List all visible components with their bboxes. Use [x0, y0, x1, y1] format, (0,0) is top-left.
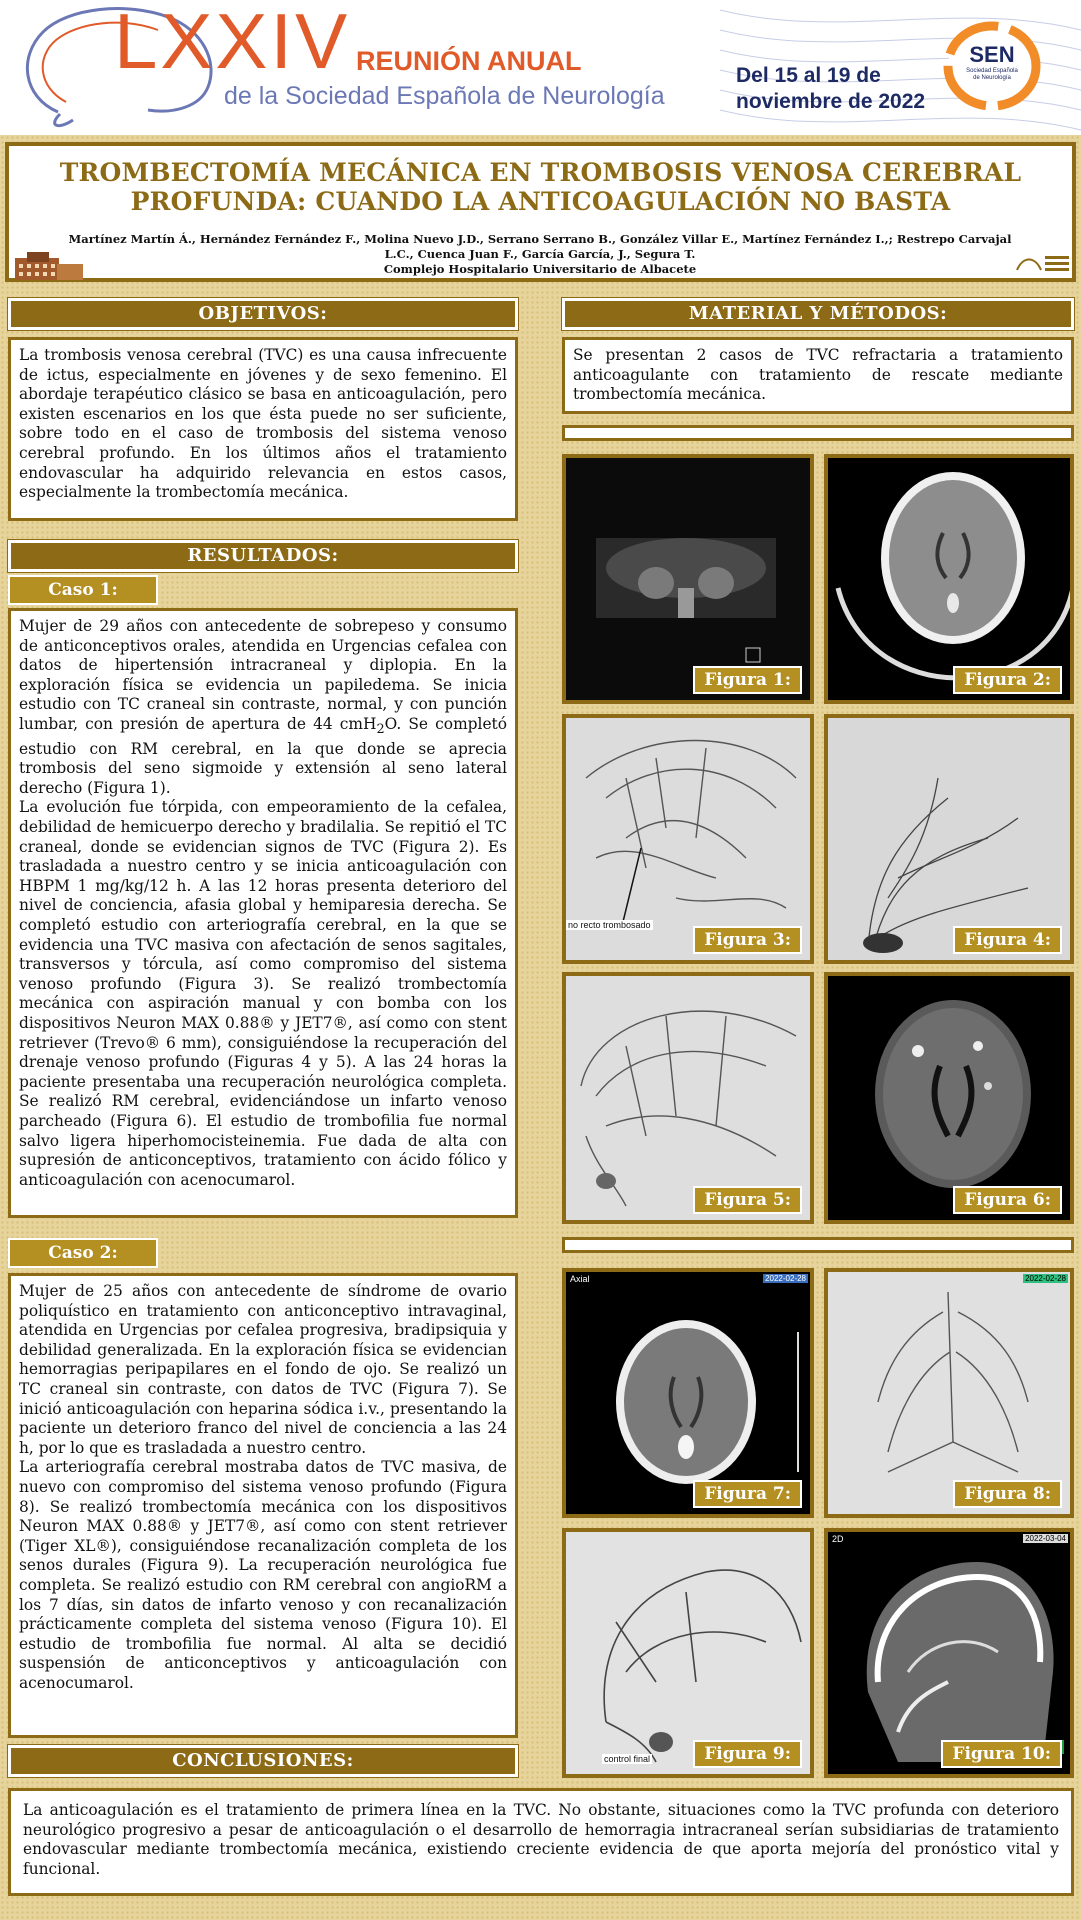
figure-3-note: no recto trombosado — [568, 920, 651, 930]
figure-6-image — [828, 976, 1070, 1220]
divider-bar-2 — [562, 1237, 1074, 1253]
figure-9 — [562, 1528, 814, 1778]
title-line-1: TROMBECTOMÍA MECÁNICA EN TROMBOSIS VENOSA CEREBRAL — [59, 158, 1022, 187]
conclusiones-text: La anticoagulación es el tratamiento de primera línea en la TVC. No obstante, situaciones como la TVC profunda con deterioro neurológico progresivo a pesar de anticoagulación o el desarrollo de hemorragia intracraneal serían subsidiarias de tratamiento endovascular mediante trombectomía mecánica, existiendo creciente evidencia de que aporta mejoría del pronóstico vital y funcional. — [23, 1801, 1059, 1878]
institution: Complejo Hospitalario Universitario de Albacete — [383, 262, 697, 276]
figure-7-date: 2022-02-28 — [765, 1274, 806, 1283]
resultados-heading: RESULTADOS: — [8, 540, 518, 572]
figure-8-image — [828, 1272, 1070, 1514]
figure-9-image — [566, 1532, 810, 1774]
caso2-paragraph-1: Mujer de 25 años con antecedente de síndrome de ovario poliquístico en tratamiento con anticonceptivo intravaginal, atendida en Urgencias por cefalea progresiva, bradipsiquia y debilidad generalizada. En la exploración física se evidencian hemorragias peripapilares en el fondo de ojo. Se realizó un TC craneal sin contraste, con datos de TVC (Figura 7). Se inició anticoagulación con heparina sódica i.v., presentando la paciente un deterioro franco del nivel de conciencia a las 24 h, por lo que es trasladada a nuestro centro. — [19, 1282, 507, 1457]
caso2-box — [8, 1273, 518, 1738]
caso1-box — [8, 608, 518, 1218]
figure-8-label: Figura 8: — [953, 1480, 1062, 1508]
figure-1 — [562, 454, 814, 704]
header-banner — [0, 0, 1081, 135]
divider-bar-1 — [562, 425, 1074, 441]
figure-5 — [562, 972, 814, 1224]
figure-8-date: 2022-02-28 — [1025, 1274, 1066, 1283]
caso1-paragraph-1 — [19, 617, 507, 798]
figure-6 — [824, 972, 1074, 1224]
material-heading: MATERIAL Y MÉTODOS: — [562, 298, 1074, 330]
chua-logo — [1013, 252, 1073, 278]
caso1-p1-text-end: O. Se completó estudio con RM cerebral, en la que donde se aprecia trombosis del seno sigmoide y extensión al seno lateral derecho (Figura 1). — [19, 714, 507, 797]
society-name: de la Sociedad Española de Neurología — [224, 82, 665, 110]
edition-number: LXXIV — [114, 0, 351, 85]
figure-10-2d: 2D — [832, 1534, 844, 1544]
author-list: Martínez Martín Á., Hernández Fernández F., Molina Nuevo J.D., Serrano Serrano B., González Villar E., Martínez Fernández I.,; Restrepo Carvajal L.C., Cuenca Juan F., García García, J., Segura T. — [68, 232, 1012, 261]
caso1-p1-subscript: 2 — [376, 722, 385, 738]
poster-title — [9, 158, 1072, 216]
figure-10 — [824, 1528, 1074, 1778]
figure-3-label: Figura 3: — [693, 926, 802, 954]
figure-9-note: control final — [604, 1754, 651, 1764]
figure-7-image — [566, 1272, 810, 1514]
event-name: REUNIÓN ANUAL — [356, 46, 582, 76]
objetivos-box — [8, 337, 518, 521]
figure-7 — [562, 1268, 814, 1518]
figure-4 — [824, 714, 1074, 964]
figure-4-label: Figura 4: — [953, 926, 1062, 954]
figure-2-image — [828, 458, 1070, 700]
sen-logo — [940, 14, 1044, 114]
figure-6-label: Figura 6: — [953, 1186, 1062, 1214]
figure-8 — [824, 1268, 1074, 1518]
figure-5-image — [566, 976, 810, 1220]
conclusiones-box — [8, 1788, 1074, 1896]
figure-10-image — [828, 1532, 1070, 1774]
date-line-2: noviembre de 2022 — [736, 90, 926, 113]
objetivos-text: La trombosis venosa cerebral (TVC) es una causa infrecuente de ictus, especialmente en jóvenes y de sexo femenino. El abordaje terapéutico clásico se basa en anticoagulación, pero existen escenarios en los que ésta puede no ser suficiente, sobre todo en el caso de trombosis del sistema venoso cerebral profundo. En los últimos años el tratamiento endovascular ha adquirido relevancia en estos casos, especialmente la trombectomía mecánica. — [19, 346, 507, 502]
caso1-paragraph-2: La evolución fue tórpida, con empeoramiento de la cefalea, debilidad de hemicuerpo derecho y bradilalia. Se repitió el TC craneal, donde se evidencian signos de TVC (Figura 2). Es trasladada a nuestro centro y se inicia anticoagulación con HBPM 1 mg/kg/12 h. A las 12 horas presenta deterioro del nivel de conciencia, afasia global y hemiparesia derecha. Se completó estudio con arteriografía cerebral, en la que se evidencia una TVC masiva con afectación de senos sagitales, transversos y tórcula, así como compromiso del sistema venoso profundo (Figura 3). Se realizó trombectomía mecánica con aspiración manual y con bomba con los dispositivos Neuron MAX 0.88® y JET7®, así como con stent retriever (Trevo® 6 mm), consiguiéndose la recuperación del drenaje venoso profundo (Figuras 4 y 5). A las 24 horas la paciente presentaba una recuperación neurológica completa. Se realizó RM cerebral, evidenciándose un infarto venoso parcheado (Figura 6). El estudio de trombofilia fue normal salvo ligera hiperhomocisteinemia. Fue dada de alta con supresión de anticonceptivos, tratamiento con ácido fólico y anticoagulación con acenocumarol. — [19, 798, 507, 1189]
figure-3 — [562, 714, 814, 964]
material-box — [562, 337, 1074, 414]
sen-logo-text: SEN — [969, 42, 1015, 67]
caso2-paragraph-2: La arteriografía cerebral mostraba datos de TVC masiva, de nuevo con compromiso del sistema venoso profundo (Figura 8). Se realizó trombectomía mecánica con los dispositivos Neuron MAX 0.88® y JET7®, así como con stent retriever (Tiger XL®), consiguiéndose recanalización completa de los senos durales (Figura 9). La recuperación neurológica fue completa. Se realizó estudio con RM cerebral con angioRM a los 7 días, sin datos de infarto venoso y con recanalización prácticamente completa del sistema venoso (Figura 10). El estudio de trombofilia fue normal. Al alta se decidió suspensión de anticonceptivos y anticoagulación con acenocumarol. — [19, 1458, 507, 1692]
caso2-label: Caso 2: — [8, 1238, 158, 1268]
figure-1-image — [566, 458, 810, 700]
figure-10-label: Figura 10: — [941, 1740, 1062, 1768]
figure-10-date: 2022-03-04 — [1025, 1534, 1066, 1543]
figure-2 — [824, 454, 1074, 704]
sen-logo-subtitle: Sociedad Española de Neurología — [966, 68, 1018, 81]
figure-7-axial: Axial — [570, 1274, 590, 1284]
title-line-2: PROFUNDA: CUANDO LA ANTICOAGULACIÓN NO BASTA — [130, 187, 951, 216]
authors — [55, 232, 1025, 277]
conclusiones-heading: CONCLUSIONES: — [8, 1745, 518, 1777]
caso1-label: Caso 1: — [8, 575, 158, 605]
figure-9-label: Figura 9: — [693, 1740, 802, 1768]
date-line-1: Del 15 al 19 de — [736, 64, 881, 87]
objetivos-heading: OBJETIVOS: — [8, 298, 518, 330]
hospital-building-logo — [13, 250, 85, 282]
figure-4-image — [828, 718, 1070, 960]
title-block — [5, 142, 1076, 282]
material-text: Se presentan 2 casos de TVC refractaria a tratamiento anticoagulante con tratamiento de rescate mediante trombectomía mecánica. — [573, 346, 1063, 404]
caso1-p1-text: Mujer de 29 años con antecedente de sobrepeso y consumo de anticonceptivos orales, atendida en Urgencias cefalea con datos de hipertensión intracraneal y diplopia. En la exploración física se evidencia un papiledema. Se inicia estudio con TC craneal sin contraste, normal, y con punción lumbar, con presión de apertura de 44 cmH — [19, 617, 507, 733]
figure-5-label: Figura 5: — [693, 1186, 802, 1214]
figure-7-label: Figura 7: — [693, 1480, 802, 1508]
figure-2-label: Figura 2: — [953, 666, 1062, 694]
event-dates — [736, 63, 925, 115]
figure-1-label: Figura 1: — [693, 666, 802, 694]
